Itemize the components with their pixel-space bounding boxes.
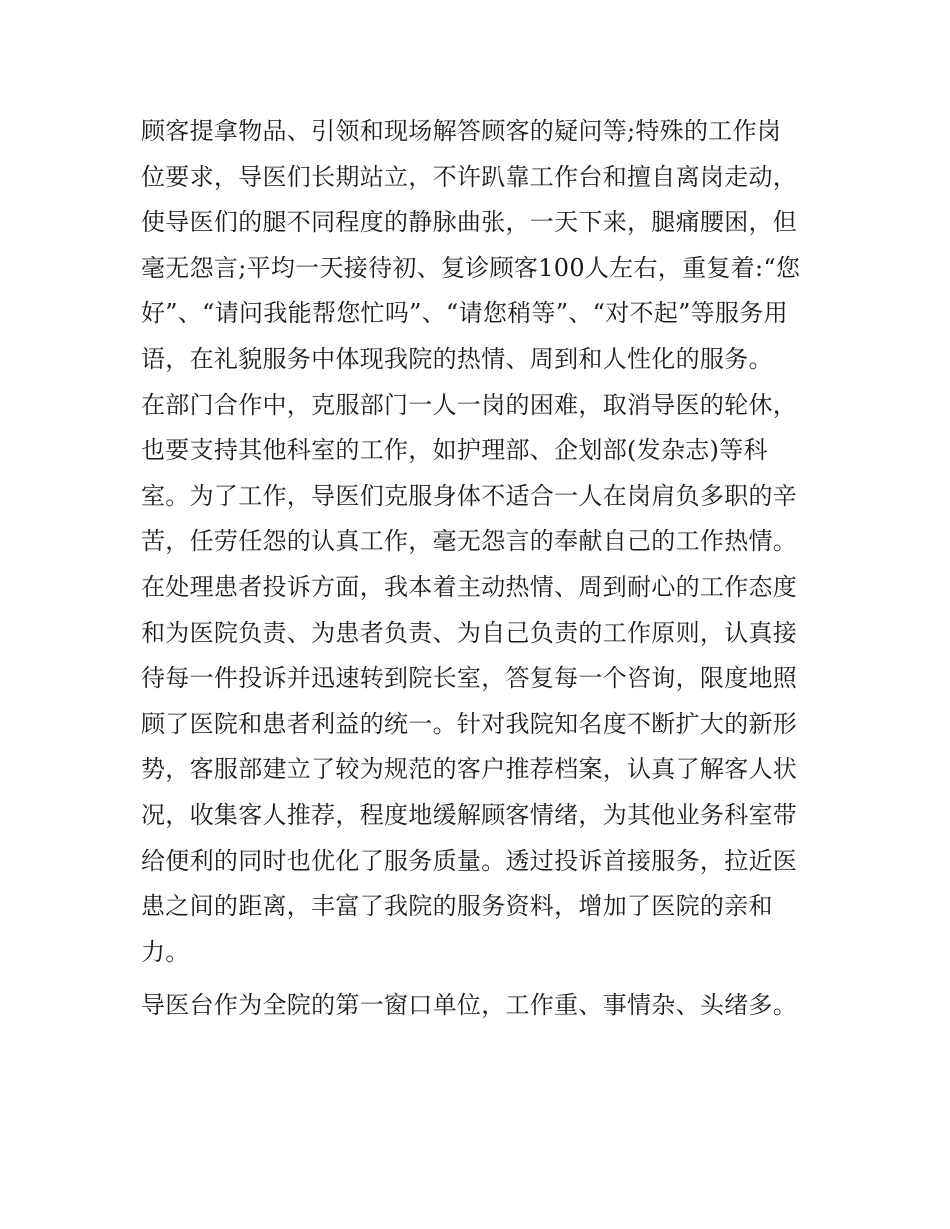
text-line: 给便利的同时也优化了服务质量。透过投诉首接服务，拉近医 — [141, 846, 798, 875]
text-line: 顾了医院和患者利益的统一。针对我院知名度不断扩大的新形 — [141, 709, 798, 738]
text-line: 语，在礼貌服务中体现我院的热情、周到和人性化的服务。 — [141, 344, 773, 373]
text-line: 毫无怨言;平均一天接待初、复诊顾客100人左右，重复着:“您 — [141, 253, 801, 282]
text-line: 好”、“请问我能帮您忙吗”、“请您稍等”、“对不起”等服务用 — [141, 299, 788, 328]
text-line: 顾客提拿物品、引领和现场解答顾客的疑问等;特殊的工作岗 — [141, 117, 782, 145]
paragraph-2 — [141, 383, 813, 976]
text-line: 苦，任劳任怨的认真工作，毫无怨言的奉献自己的工作热情。 — [141, 527, 798, 556]
text-line: 位要求，导医们长期站立，不许趴靠工作台和擅自离岗走动， — [141, 162, 798, 191]
text-line: 在部门合作中，克服部门一人一岗的困难，取消导医的轮休， — [141, 390, 798, 419]
text-line: 使导医们的腿不同程度的静脉曲张，一天下来，腿痛腰困，但 — [141, 208, 798, 237]
text-line: 患之间的距离，丰富了我院的服务资料，增加了医院的亲和 — [141, 892, 773, 921]
text-line: 待每一件投诉并迅速转到院长室，答复每一个咨询，限度地照 — [141, 664, 798, 693]
text-line: 况，收集客人推荐，程度地缓解顾客情绪，为其他业务科室带 — [141, 800, 798, 829]
document-body — [141, 109, 813, 1029]
text-line: 导医台作为全院的第一窗口单位，工作重、事情杂、头绪多。 — [141, 991, 798, 1020]
paragraph-1 — [141, 109, 813, 383]
text-line: 也要支持其他科室的工作，如护理部、企划部(发杂志)等科 — [141, 436, 768, 465]
text-line: 和为医院负责、为患者负责、为自己负责的工作原则，认真接 — [141, 618, 798, 647]
text-line: 室。为了工作，导医们克服身体不适合一人在岗肩负多职的辛 — [141, 481, 798, 510]
paragraph-3 — [141, 983, 813, 1029]
text-line: 势，客服部建立了较为规范的客户推荐档案，认真了解客人状 — [141, 755, 798, 784]
text-line: 在处理患者投诉方面，我本着主动热情、周到耐心的工作态度 — [141, 572, 798, 601]
text-line: 力。 — [141, 937, 190, 966]
paragraph-spacer — [141, 975, 813, 983]
